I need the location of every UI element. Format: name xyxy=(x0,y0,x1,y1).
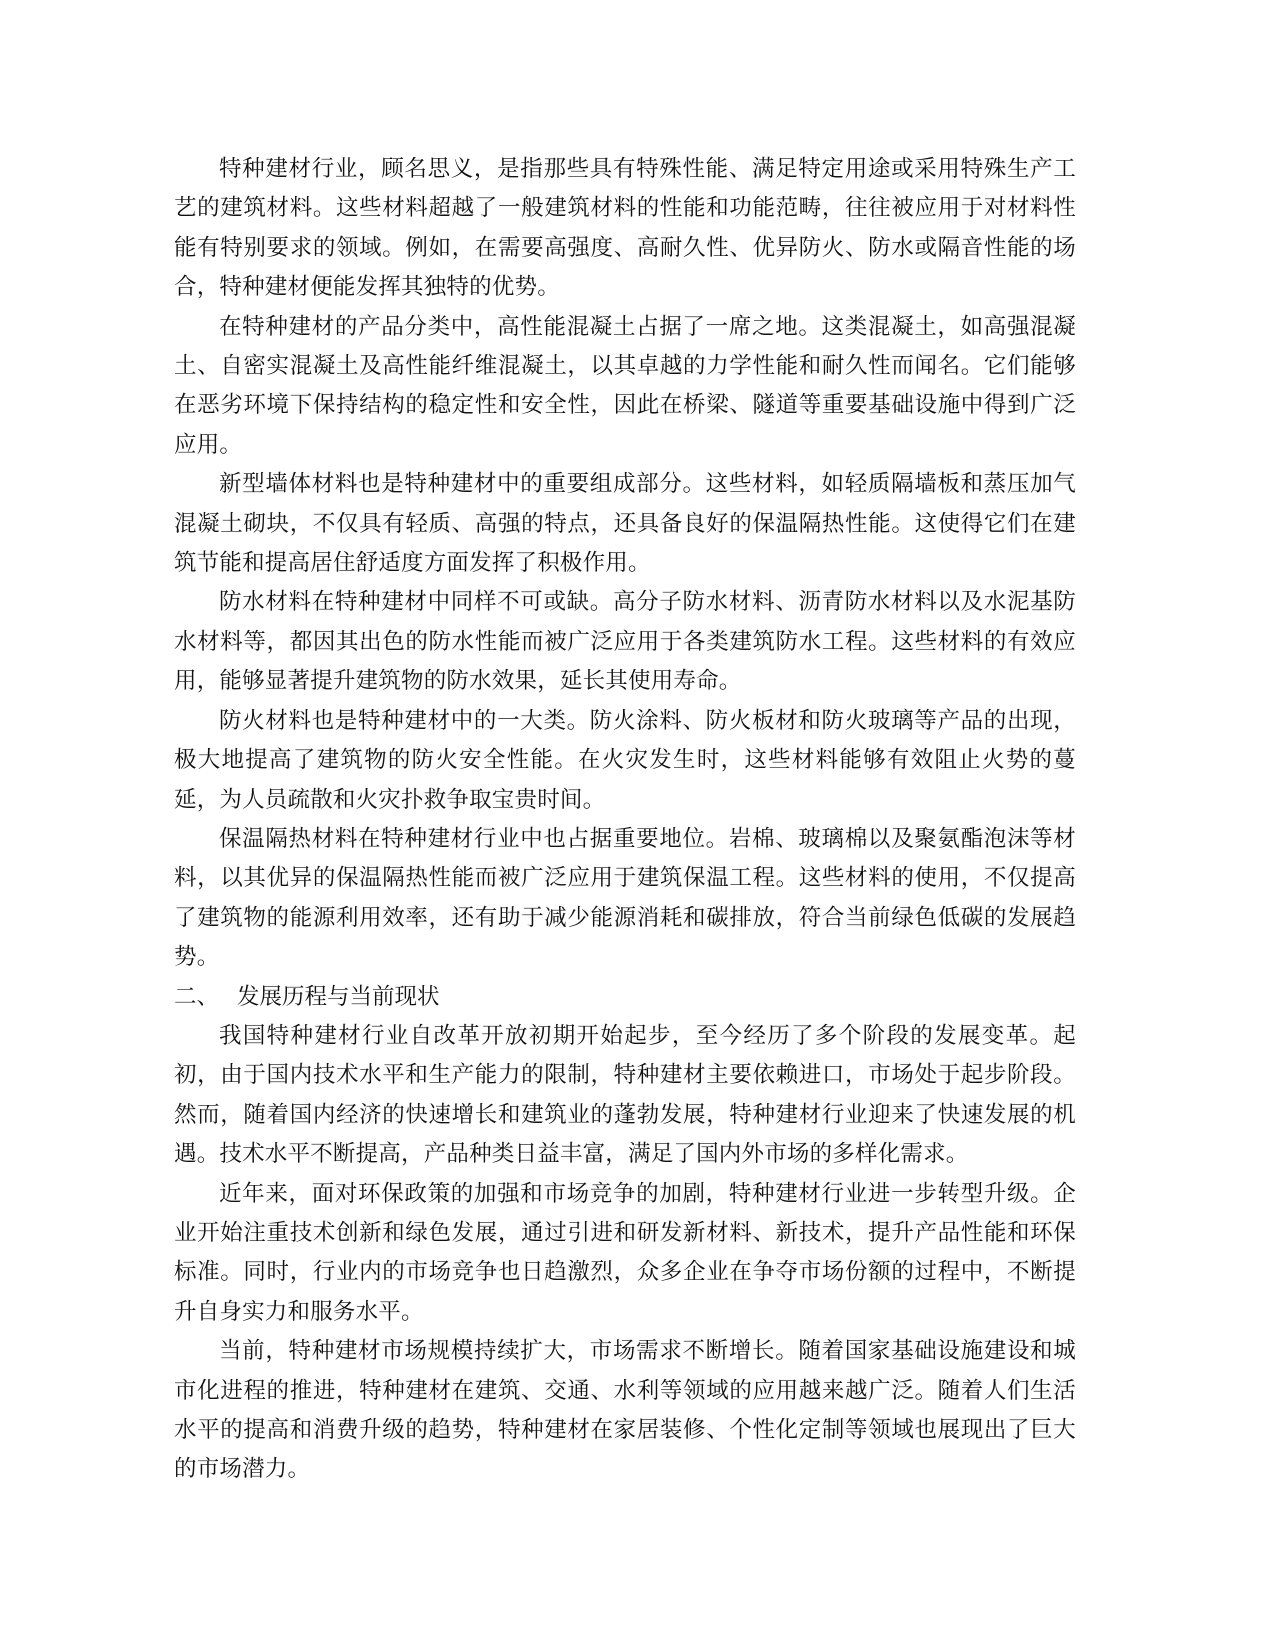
document-page xyxy=(174,150,1076,1490)
section-heading xyxy=(174,978,1076,1017)
paragraph-definition: 特种建材行业，顾名思义，是指那些具有特殊性能、满足特定用途或采用特殊生产工艺的建筑材料。这些材料超越了一般建筑材料的性能和功能范畴，往往被应用于对材料性能有特别要求的领域。例如，在需要高强度、高耐久性、优异防火、防水或隔音性能的场合，特种建材便能发挥其独特的优势。 xyxy=(174,156,1076,301)
section-heading-number: 二、 xyxy=(174,983,220,1010)
paragraph-history: 我国特种建材行业自改革开放初期开始起步，至今经历了多个阶段的发展变革。起初，由于国内技术水平和生产能力的限制，特种建材主要依赖进口，市场处于起步阶段。然而，随着国内经济的快速增长和建筑业的蓬勃发展，特种建材行业迎来了快速发展的机遇。技术水平不断提高，产品种类日益丰富，满足了国内外市场的多样化需求。 xyxy=(174,1022,1076,1168)
paragraph-recent-years: 近年来，面对环保政策的加强和市场竞争的加剧，特种建材行业进一步转型升级。企业开始注重技术创新和绿色发展，通过引进和研发新材料、新技术，提升产品性能和环保标准。同时，行业内的市场竞争也日趋激烈，众多企业在争夺市场份额的过程中，不断提升自身实力和服务水平。 xyxy=(174,1180,1076,1325)
paragraph-current-status: 当前，特种建材市场规模持续扩大，市场需求不断增长。随着国家基础设施建设和城市化进程的推进，特种建材在建筑、交通、水利等领域的应用越来越广泛。随着人们生活水平的提高和消费升级的趋势，特种建材在家居装修、个性化定制等领域也展现出了巨大的市场潜力。 xyxy=(174,1338,1076,1483)
paragraph-high-performance-concrete: 在特种建材的产品分类中，高性能混凝土占据了一席之地。这类混凝土，如高强混凝土、自密实混凝土及高性能纤维混凝土，以其卓越的力学性能和耐久性而闻名。它们能够在恶劣环境下保持结构的稳定性和安全性，因此在桥梁、隧道等重要基础设施中得到广泛应用。 xyxy=(174,313,1076,458)
paragraph-fireproof-materials: 防火材料也是特种建材中的一大类。防火涂料、防火板材和防火玻璃等产品的出现，极大地提高了建筑物的防火安全性能。在火灾发生时，这些材料能够有效阻止火势的蔓延，为人员疏散和火灾扑救争取宝贵时间。 xyxy=(174,707,1076,813)
paragraph-waterproof-materials: 防水材料在特种建材中同样不可或缺。高分子防水材料、沥青防水材料以及水泥基防水材料等，都因其出色的防水性能而被广泛应用于各类建筑防水工程。这些材料的有效应用，能够显著提升建筑物的防水效果，延长其使用寿命。 xyxy=(174,589,1076,695)
paragraph-wall-materials: 新型墙体材料也是特种建材中的重要组成部分。这些材料，如轻质隔墙板和蒸压加气混凝土砌块，不仅具有轻质、高强的特点，还具备良好的保温隔热性能。这使得它们在建筑节能和提高居住舒适度方面发挥了积极作用。 xyxy=(174,471,1076,577)
paragraph-insulation-materials: 保温隔热材料在特种建材行业中也占据重要地位。岩棉、玻璃棉以及聚氨酯泡沫等材料，以其优异的保温隔热性能而被广泛应用于建筑保温工程。这些材料的使用，不仅提高了建筑物的能源利用效率，还有助于减少能源消耗和碳排放，符合当前绿色低碳的发展趋势。 xyxy=(174,825,1076,971)
section-heading-title: 发展历程与当前现状 xyxy=(237,983,440,1010)
